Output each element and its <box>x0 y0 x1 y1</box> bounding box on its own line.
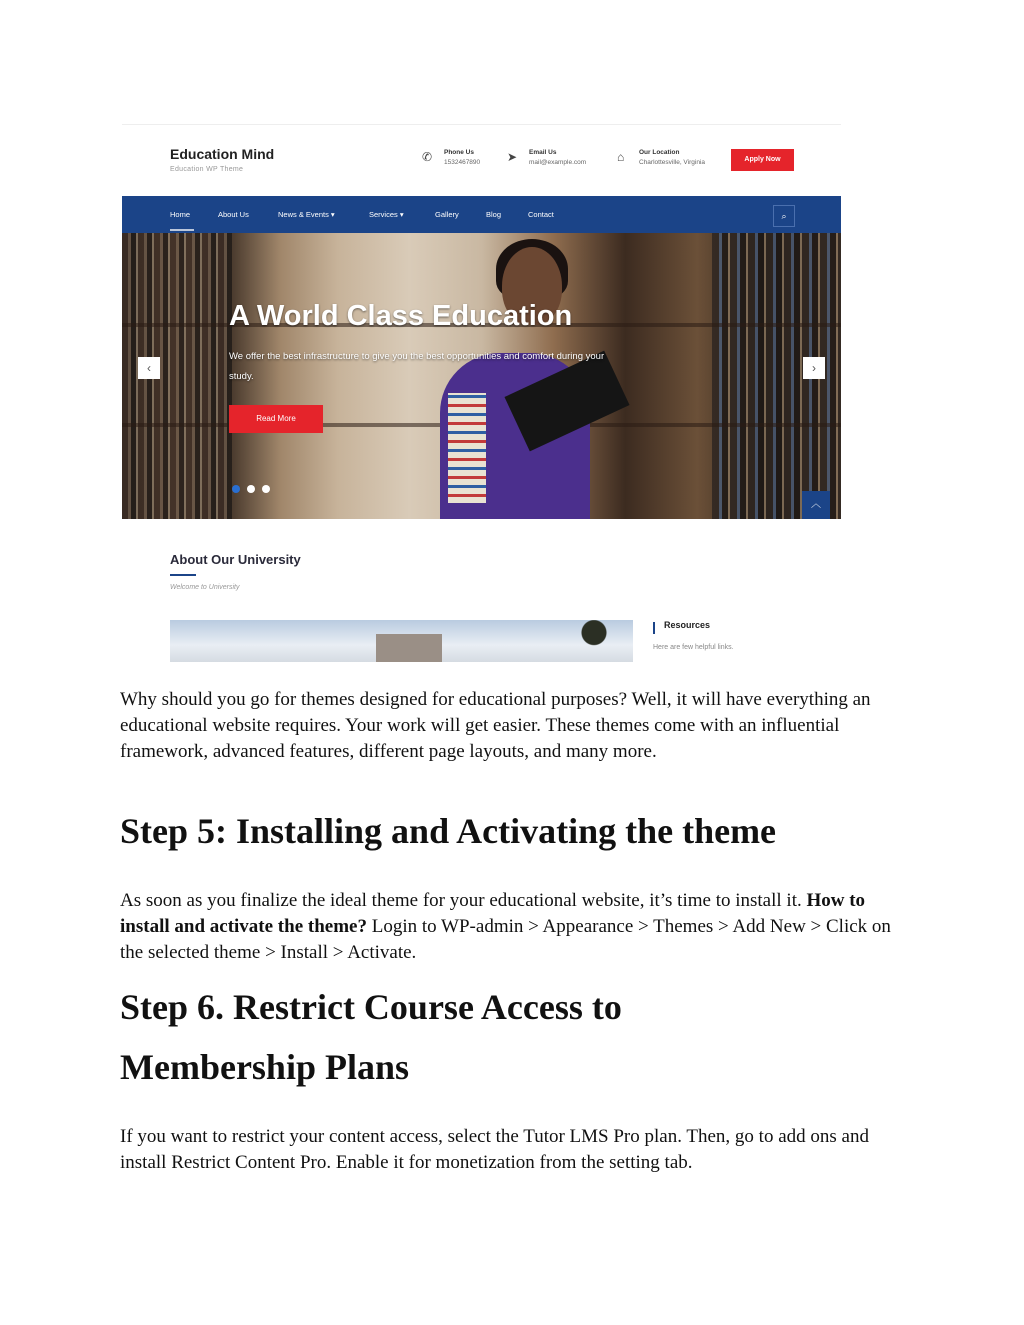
intro-paragraph: Why should you go for themes designed for educational purposes? Well, it will have everything an educational website requires. Your work will get easier. These themes come with an influential framework, advanced features, different page layouts, and many more. <box>120 689 871 762</box>
step5-heading: Step 5: Installing and Activating the theme <box>120 811 777 851</box>
book-stack <box>448 393 486 503</box>
paper-plane-icon: ➤ <box>507 150 518 164</box>
nav-item-contact[interactable]: Contact <box>528 210 554 219</box>
building <box>376 634 442 662</box>
about-title: About Our University <box>170 552 301 567</box>
hero-slider <box>122 233 841 519</box>
divider <box>170 574 196 576</box>
contact-location <box>617 148 705 168</box>
nav-item-home[interactable]: Home <box>170 210 191 219</box>
tree <box>540 620 630 662</box>
nav-item-gallery[interactable]: Gallery <box>435 210 459 219</box>
step5-bold-question: How to install and activate the theme? <box>120 890 866 937</box>
theme-screenshot <box>122 124 841 662</box>
chevron-right-icon[interactable]: › <box>803 357 825 379</box>
brand-subtitle: Education WP Theme <box>170 166 244 173</box>
divider <box>122 124 841 125</box>
home-icon: ⌂ <box>617 150 625 164</box>
nav-item-services[interactable]: Services ▾ <box>369 210 404 219</box>
slider-dot[interactable] <box>247 485 255 493</box>
campus-image <box>170 620 633 662</box>
contact-label: Email Us <box>529 149 557 156</box>
nav-item-news-events[interactable]: News & Events ▾ <box>278 210 335 219</box>
divider <box>653 622 655 634</box>
chevron-up-icon[interactable]: ︿ <box>802 491 830 519</box>
nav-item-blog[interactable]: Blog <box>486 210 502 219</box>
contact-phone <box>422 148 481 168</box>
slider-dot[interactable] <box>262 485 270 493</box>
step5-paragraph <box>120 888 910 966</box>
slider-dot[interactable] <box>232 485 240 493</box>
chevron-left-icon[interactable]: ‹ <box>138 357 160 379</box>
contact-value: mail@example.com <box>529 159 587 166</box>
nav-item-about[interactable]: About Us <box>218 210 249 219</box>
read-more-button[interactable]: Read More <box>229 405 323 433</box>
hero-subtitle: We offer the best infrastructure to give you the best opportunities and comfort during your study. <box>229 351 605 382</box>
step5-text: As soon as you finalize the ideal theme for your educational website, it’s time to install it. <box>120 890 807 911</box>
brand-title: Education Mind <box>170 146 275 162</box>
contact-label: Our Location <box>639 149 680 156</box>
apply-now-button[interactable]: Apply Now <box>731 149 794 171</box>
about-subtitle: Welcome to University <box>170 584 240 591</box>
step5-text-steps: Login to WP-admin > Appearance > Themes > Add New > Click on the selected theme > Install > Activate. <box>120 916 891 963</box>
phone-icon: ✆ <box>422 150 433 164</box>
search-icon[interactable]: ⌕ <box>773 205 795 227</box>
active-indicator <box>170 229 194 231</box>
step6-heading-line2: Membership Plans <box>120 1047 410 1087</box>
main-nav <box>122 196 841 233</box>
contact-email <box>507 148 587 168</box>
contact-value: Charlottesville, Virginia <box>639 159 705 166</box>
resources-title: Resources <box>664 620 711 630</box>
contact-value: 1532467890 <box>444 159 481 166</box>
contact-label: Phone Us <box>444 149 474 156</box>
step6-heading-line1: Step 6. Restrict Course Access to <box>120 987 622 1027</box>
hero-title: A World Class Education <box>229 300 573 332</box>
resources-subtitle: Here are few helpful links. <box>653 644 734 651</box>
step6-paragraph: If you want to restrict your content access, select the Tutor LMS Pro plan. Then, go to add ons and install Restrict Content Pro. Enable it for monetization from the setting tab. <box>120 1126 869 1173</box>
